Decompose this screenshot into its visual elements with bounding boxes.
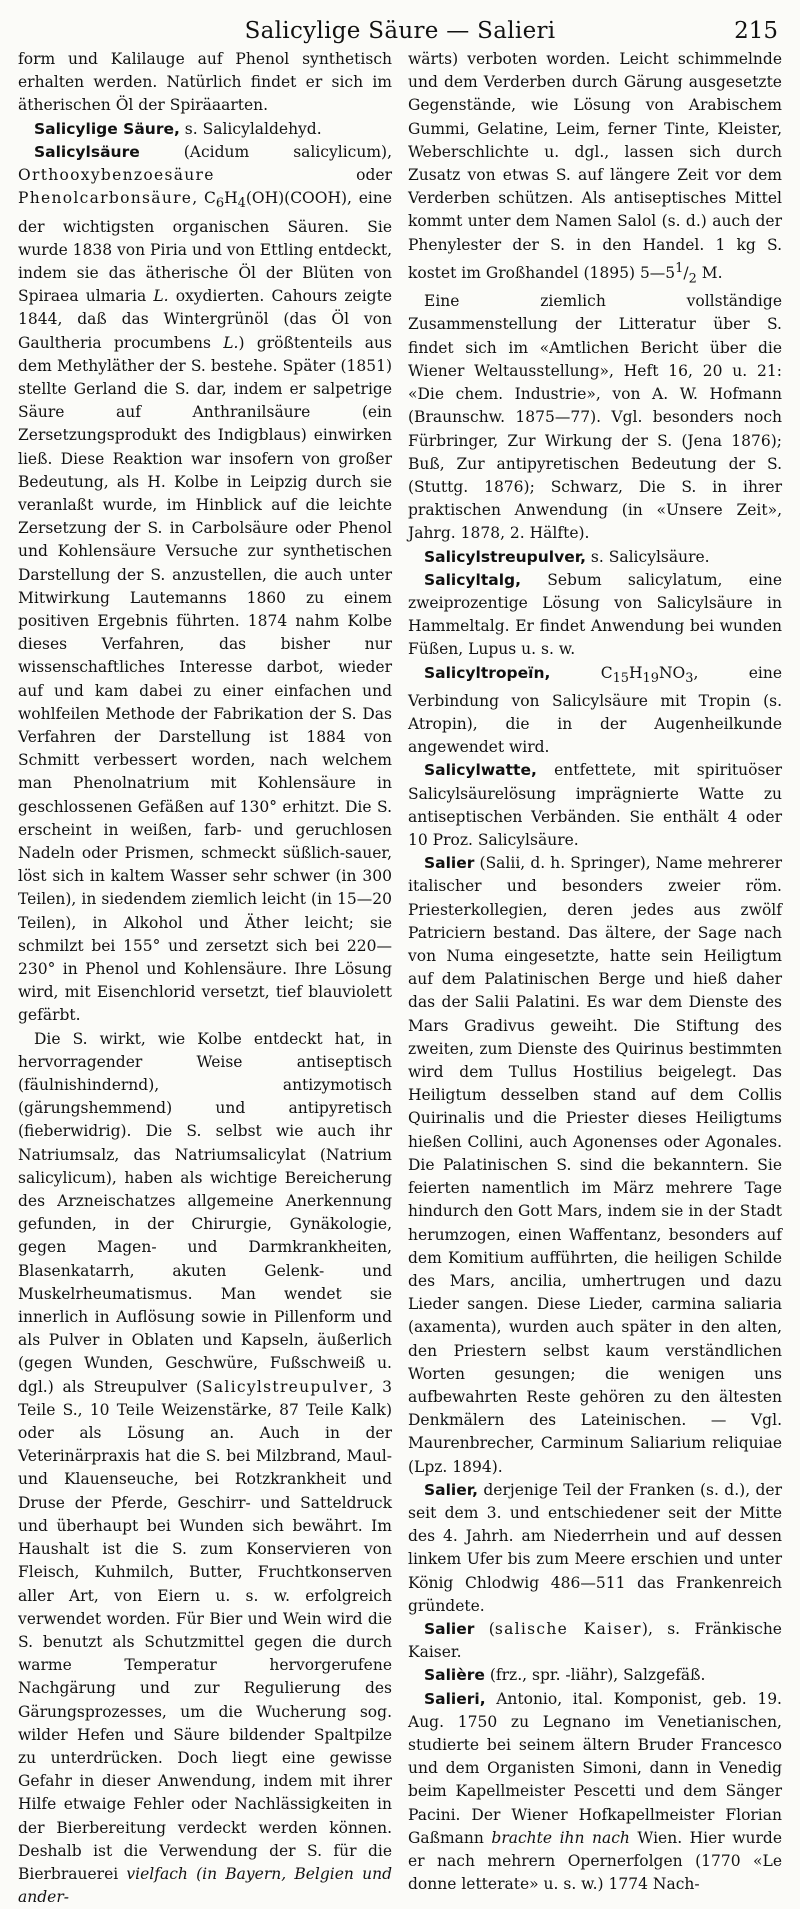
- paragraph: Die S. wirkt, wie Kolbe entdeckt hat, in hervorragender Weise antiseptisch (fäulnishindernd), antizymotisch (gärungshemmend) und antipyretisch (fieberwidrig). Die S. selbst wie auch ihr Natriumsalz, das Natriumsalicylat (Natrium salicylicum), haben als wichtige Bereicherung des Arzneischatzes allgemeine Anerkennung gefunden, in der Chirurgie, Gynäkologie, gegen Magen- und Darmkrankheiten, Blasenkatarrh, akuten Gelenk- und Muskelrheumatismus. Man wendet sie innerlich in Auflösung sowie in Pillenform und als Pulver in Oblaten und Kapseln, äußerlich (gegen Wunden, Geschwüre, Fußschweiß u. dgl.) als Streupulver (Salicylstreupulver, 3 Teile S., 10 Teile Weizenstärke, 87 Teile Kalk) oder als Lösung an. Auch in der Veterinärpraxis hat die S. bei Milzbrand, Maul- und Klauenseuche, bei Rotzkrankheit und Druse der Pferde, Geschirr- und Satteldruck und überhaupt bei Wunden sich bewährt. Im Haushalt ist die S. zum Konservieren von Fleisch, Kuhmilch, Butter, Fruchtkonserven aller Art, von Eiern u. s. w. erfolgreich verwendet worden. Für Bier und Wein wird die S. benutzt als Schutzmittel gegen die durch warme Temperatur hervorgerufene Nachgärung und zur Regulierung des Gärungsprozesses, um die Wucherung sog. wilder Hefen und Säure bildender Spaltpilze zu unterdrücken. Doch liegt eine gewisse Gefahr in dieser Anwendung, indem mit ihrer Hilfe etwaige Fehler oder Nachlässigkeiten in der Bierbereitung verdeckt werden können. Deshalb ist die Verwendung der S. für die Bierbrauerei vielfach (in Bayern, Belgien und ander-: [18, 1029, 392, 1907]
- paragraph: Salieri, Antonio, ital. Komponist, geb. 19. Aug. 1750 zu Legnano im Venetianischen, studierte bei seinem ältern Bruder Francesco und dem Organisten Simoni, dann in Venedig beim Kapellmeister Pescetti und dem Sänger Pacini. Der Wiener Hofkapellmeister Florian Gaßmann brachte ihn nach Wien. Hier wurde er nach mehrern Opernerfolgen (1770 «Le donne letterate» u. s. w.) 1774 Nach-: [408, 1689, 782, 1894]
- left-column: [18, 48, 392, 1909]
- paragraph: Salier (salische Kaiser), s. Fränkische Kaiser.: [408, 1619, 782, 1662]
- paragraph: Salicylsäure (Acidum salicylicum), Orthooxybenzoesäure oder Phenolcarbonsäure, $C_6H_4(OH)(COOH)$, eine der wichtigsten organischen Säuren. Sie wurde 1838 von Piria und von Ettling entdeckt, indem sie das ätherische Öl der Blüten von Spiraea ulmaria L. oxydierten. Cahours zeigte 1844, daß das Wintergrünöl (das Öl von Gaultheria procumbens L.) größtenteils aus dem Methyläther der S. bestehe. Später (1851) stellte Gerland die S. dar, indem er salpetrige Säure auf Anthranilsäure (ein Zersetzungsprodukt des Indigblaus) einwirken ließ. Diese Reaktion war insofern von großer Bedeutung, als H. Kolbe in Leipzig durch sie veranlaßt wurde, im Hinblick auf die leichte Zersetzung der S. in Carbolsäure oder Phenol und Kohlensäure Versuche zur synthetischen Darstellung der S. anzustellen, die auch unter Mitwirkung Lautemanns 1860 zu einem positiven Ergebnis führten. 1874 nahm Kolbe dieses Verfahren, das bisher nur wissenschaftliches Interesse darbot, wieder auf und kam dabei zu einer einfachen und wohlfeilen Methode der Fabrikation der S. Das Verfahren der Darstellung ist 1884 von Schmitt verbessert worden, nach welchem man Phenolnatrium mit Kohlensäure in geschlossenen Gefäßen auf 130° erhitzt. Die S. erscheint in weißen, farb- und geruchlosen Nadeln oder Prismen, schmeckt süßlich-sauer, löst sich in kaltem Wasser sehr schwer (in 300 Teilen), in siedendem ziemlich leicht (in 15—20 Teilen), in Alkohol und Äther leicht; sie schmilzt bei 155° und zersetzt sich bei 220—230° in Phenol und Kohlensäure. Ihre Lösung wird, mit Eisenchlorid versetzt, tief blauviolett gefärbt.: [18, 142, 393, 1025]
- running-header: [18, 8, 782, 48]
- right-column: [408, 48, 782, 1909]
- paragraph: Salicylwatte, entfettete, mit spirituöser Salicylsäurelösung imprägnierte Watte zu antiseptischen Verbänden. Sie enthält 4 oder 10 Proz. Salicylsäure.: [408, 761, 782, 850]
- page-number: 215: [734, 18, 778, 44]
- paragraph: wärts) verboten worden. Leicht schimmelnde und dem Verderben durch Gärung ausgesetzte Gegenstände, wie Lösung von Arabischem Gummi, Gelatine, Leim, ferner Tinte, Kleister, Weberschlichte u. dgl., lassen sich durch Zusatz von etwas S. auf längere Zeit vor dem Verderben schützen. Als antiseptisches Mittel kommt unter dem Namen Salol (s. d.) auch der Phenylester der S. in den Handel. 1 kg S. kostet im Großhandel (1895) $5—5^1/_2$ M.: [408, 50, 782, 287]
- paragraph: Salier, derjenige Teil der Franken (s. d.), der seit dem 3. und entschiedener seit der Mitte des 4. Jahrh. am Niederrhein und auf dessen linkem Ufer bis zum Meere erschien und unter König Chlodwig 486—511 das Frankenreich gründete.: [408, 1480, 782, 1615]
- paragraph: Salicyltropeïn, $C_{15}H_{19}NO_3$, eine Verbindung von Salicylsäure mit Tropin (s. Atropin), die in der Augenheilkunde angewendet wird.: [408, 663, 782, 757]
- paragraph: Salicylige Säure, s. Salicylaldehyd.: [34, 119, 322, 138]
- paragraph: Salier (Salii, d. h. Springer), Name mehrerer italischer und besonders zweier röm. Priesterkollegien, deren jedes aus zwölf Patriciern bestand. Das ältere, der Sage nach von Numa eingesetzte, hatte sein Heiligtum auf dem Palatinischen Berge und hieß daher das der Salii Palatini. Es war dem Dienste des Mars Gradivus geweiht. Die Stiftung des zweiten, zum Dienste des Quirinus bestimmten wird dem Tullus Hostilius beigelegt. Das Heiligtum desselben stand auf dem Collis Quirinalis und die Priester dieses Heiligtums hießen Collini, auch Agonenses oder Agonales. Die Palatinischen S. sind die bekanntern. Sie feierten namentlich im März mehrere Tage hindurch den Gott Mars, indem sie in der Stadt herumzogen, einen Waffentanz, besonders auf dem Komitium aufführten, die heiligen Schilde des Mars, ancilia, umhertrugen und dazu Lieder sangen. Diese Lieder, carmina saliaria (axamenta), wurden auch später in den alten, den Priestern selbst kaum verständlichen Worten gesungen; die wenigen uns aufbewahrten Reste gehören zu den ältesten Denkmälern des Lateinischen. — Vgl. Maurenbrecher, Carminum Saliarium reliquiae (Lpz. 1894).: [408, 854, 782, 1476]
- paragraph: Salicyltalg, Sebum salicylatum, eine zweiprozentige Lösung von Salicylsäure in Hammeltalg. Er findet Anwendung bei wunden Füßen, Lupus u. s. w.: [408, 570, 782, 659]
- paragraph: Eine ziemlich vollständige Zusammenstellung der Litteratur über S. findet sich im «Amtlichen Bericht über die Wiener Weltausstellung», Heft 16, 20 u. 21: «Die chem. Industrie», von A. W. Hofmann (Braunschw. 1875—77). Vgl. besonders noch Fürbringer, Zur Wirkung der S. (Jena 1876); Buß, Zur antipyretischen Bedeutung der S. (Stuttg. 1876); Schwarz, Die S. in ihrer praktischen Anwendung (in «Unsere Zeit», Jahrg. 1878, 2. Hälfte).: [408, 292, 782, 543]
- paragraph: Salière (frz., spr. -liähr), Salzgefäß.: [424, 1666, 706, 1685]
- paragraph: form und Kalilauge auf Phenol synthetisch erhalten werden. Natürlich findet er sich im ätherischen Öl der Spiräaarten.: [18, 50, 392, 115]
- page-title: Salicylige Säure — Salieri: [244, 18, 556, 44]
- paragraph: Salicylstreupulver, s. Salicylsäure.: [424, 547, 710, 566]
- text-columns: [18, 48, 782, 1909]
